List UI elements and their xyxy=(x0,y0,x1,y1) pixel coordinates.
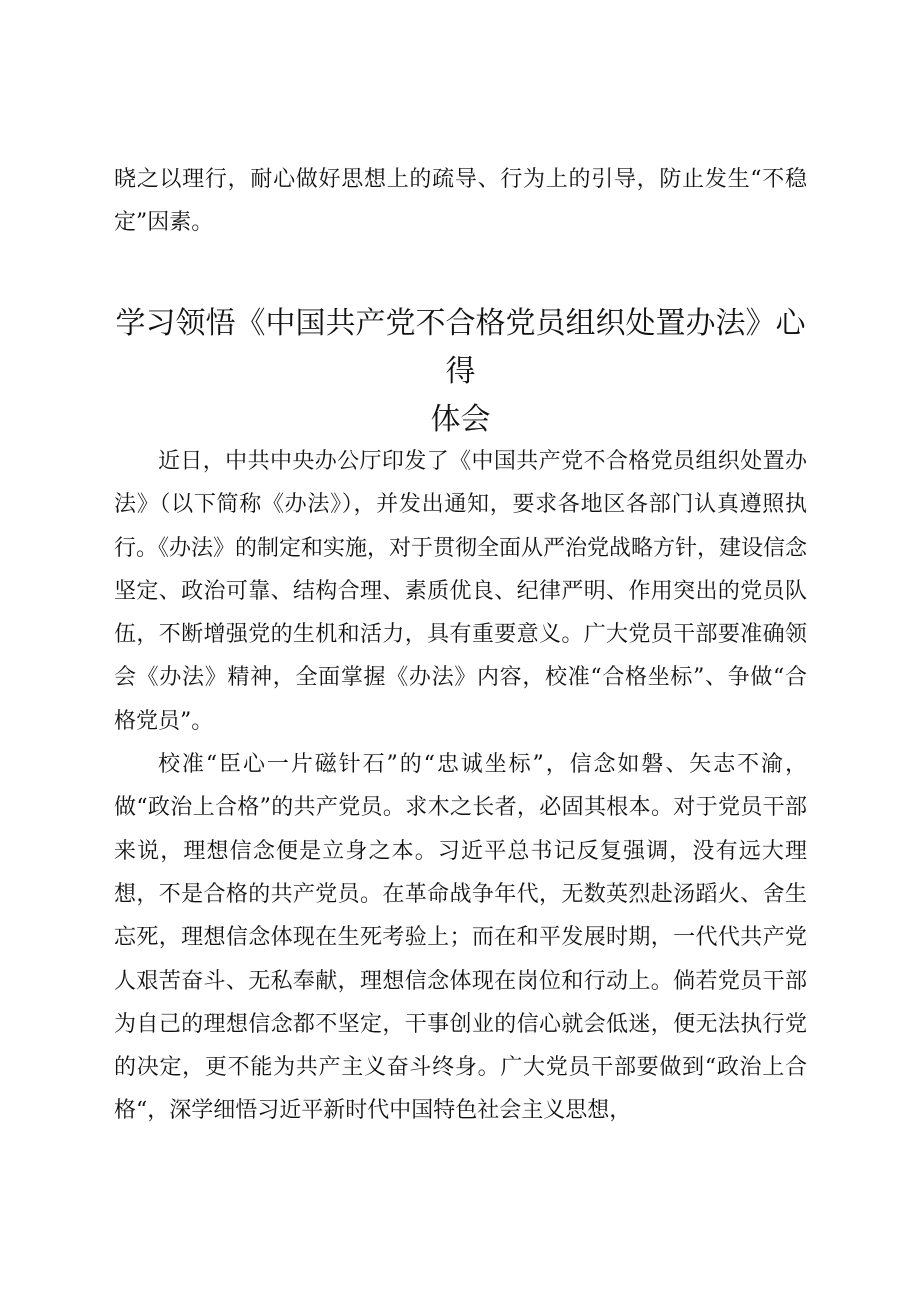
article-title-line-2: 体会 xyxy=(430,402,491,437)
article-body xyxy=(114,440,807,1133)
article-title-line-1: 学习领悟《中国共产党不合格党员组织处置办法》心得 xyxy=(115,306,806,389)
article-paragraph-1: 近日，中共中央办公厅印发了《中国共产党不合格党员组织处置办法》（以下简称《办法》），并发出通知，要求各地区各部门认真遵照执行。《办法》的制定和实施，对于贯彻全面从严治党战略方针，建设信念坚定、政治可靠、结构合理、素质优良、纪律严明、作用突出的党员队伍，不断增强党的生机和活力，具有重要意义。广大党员干部要准确领会《办法》精神，全面掌握《办法》内容，校准“合格坐标”、争做“合格党员”。 xyxy=(114,449,808,734)
previous-section-text: 晓之以理行，耐心做好思想上的疏导、行为上的引导，防止发生“不稳定”因素。 xyxy=(114,167,807,235)
article-title xyxy=(114,300,807,444)
article-paragraph-2: 校准“臣心一片磁针石”的“忠诚坐标”，信念如磐、矢志不渝，做“政治上合格”的共产党员。求木之长者，必固其根本。对于党员干部来说，理想信念便是立身之本。习近平总书记反复强调，没有远大理想，不是合格的共产党员。在革命战争年代，无数英烈赴汤蹈火、舍生忘死，理想信念体现在生死考验上；而在和平发展时期，一代代共产党人艰苦奋斗、无私奉献，理想信念体现在岗位和行动上。倘若党员干部为自己的理想信念都不坚定，干事创业的信心就会低迷，便无法执行党的决定，更不能为共产主义奋斗终身。广大党员干部要做到“政治上合格“，深学细悟习近平新时代中国特色社会主义思想， xyxy=(114,752,807,1124)
